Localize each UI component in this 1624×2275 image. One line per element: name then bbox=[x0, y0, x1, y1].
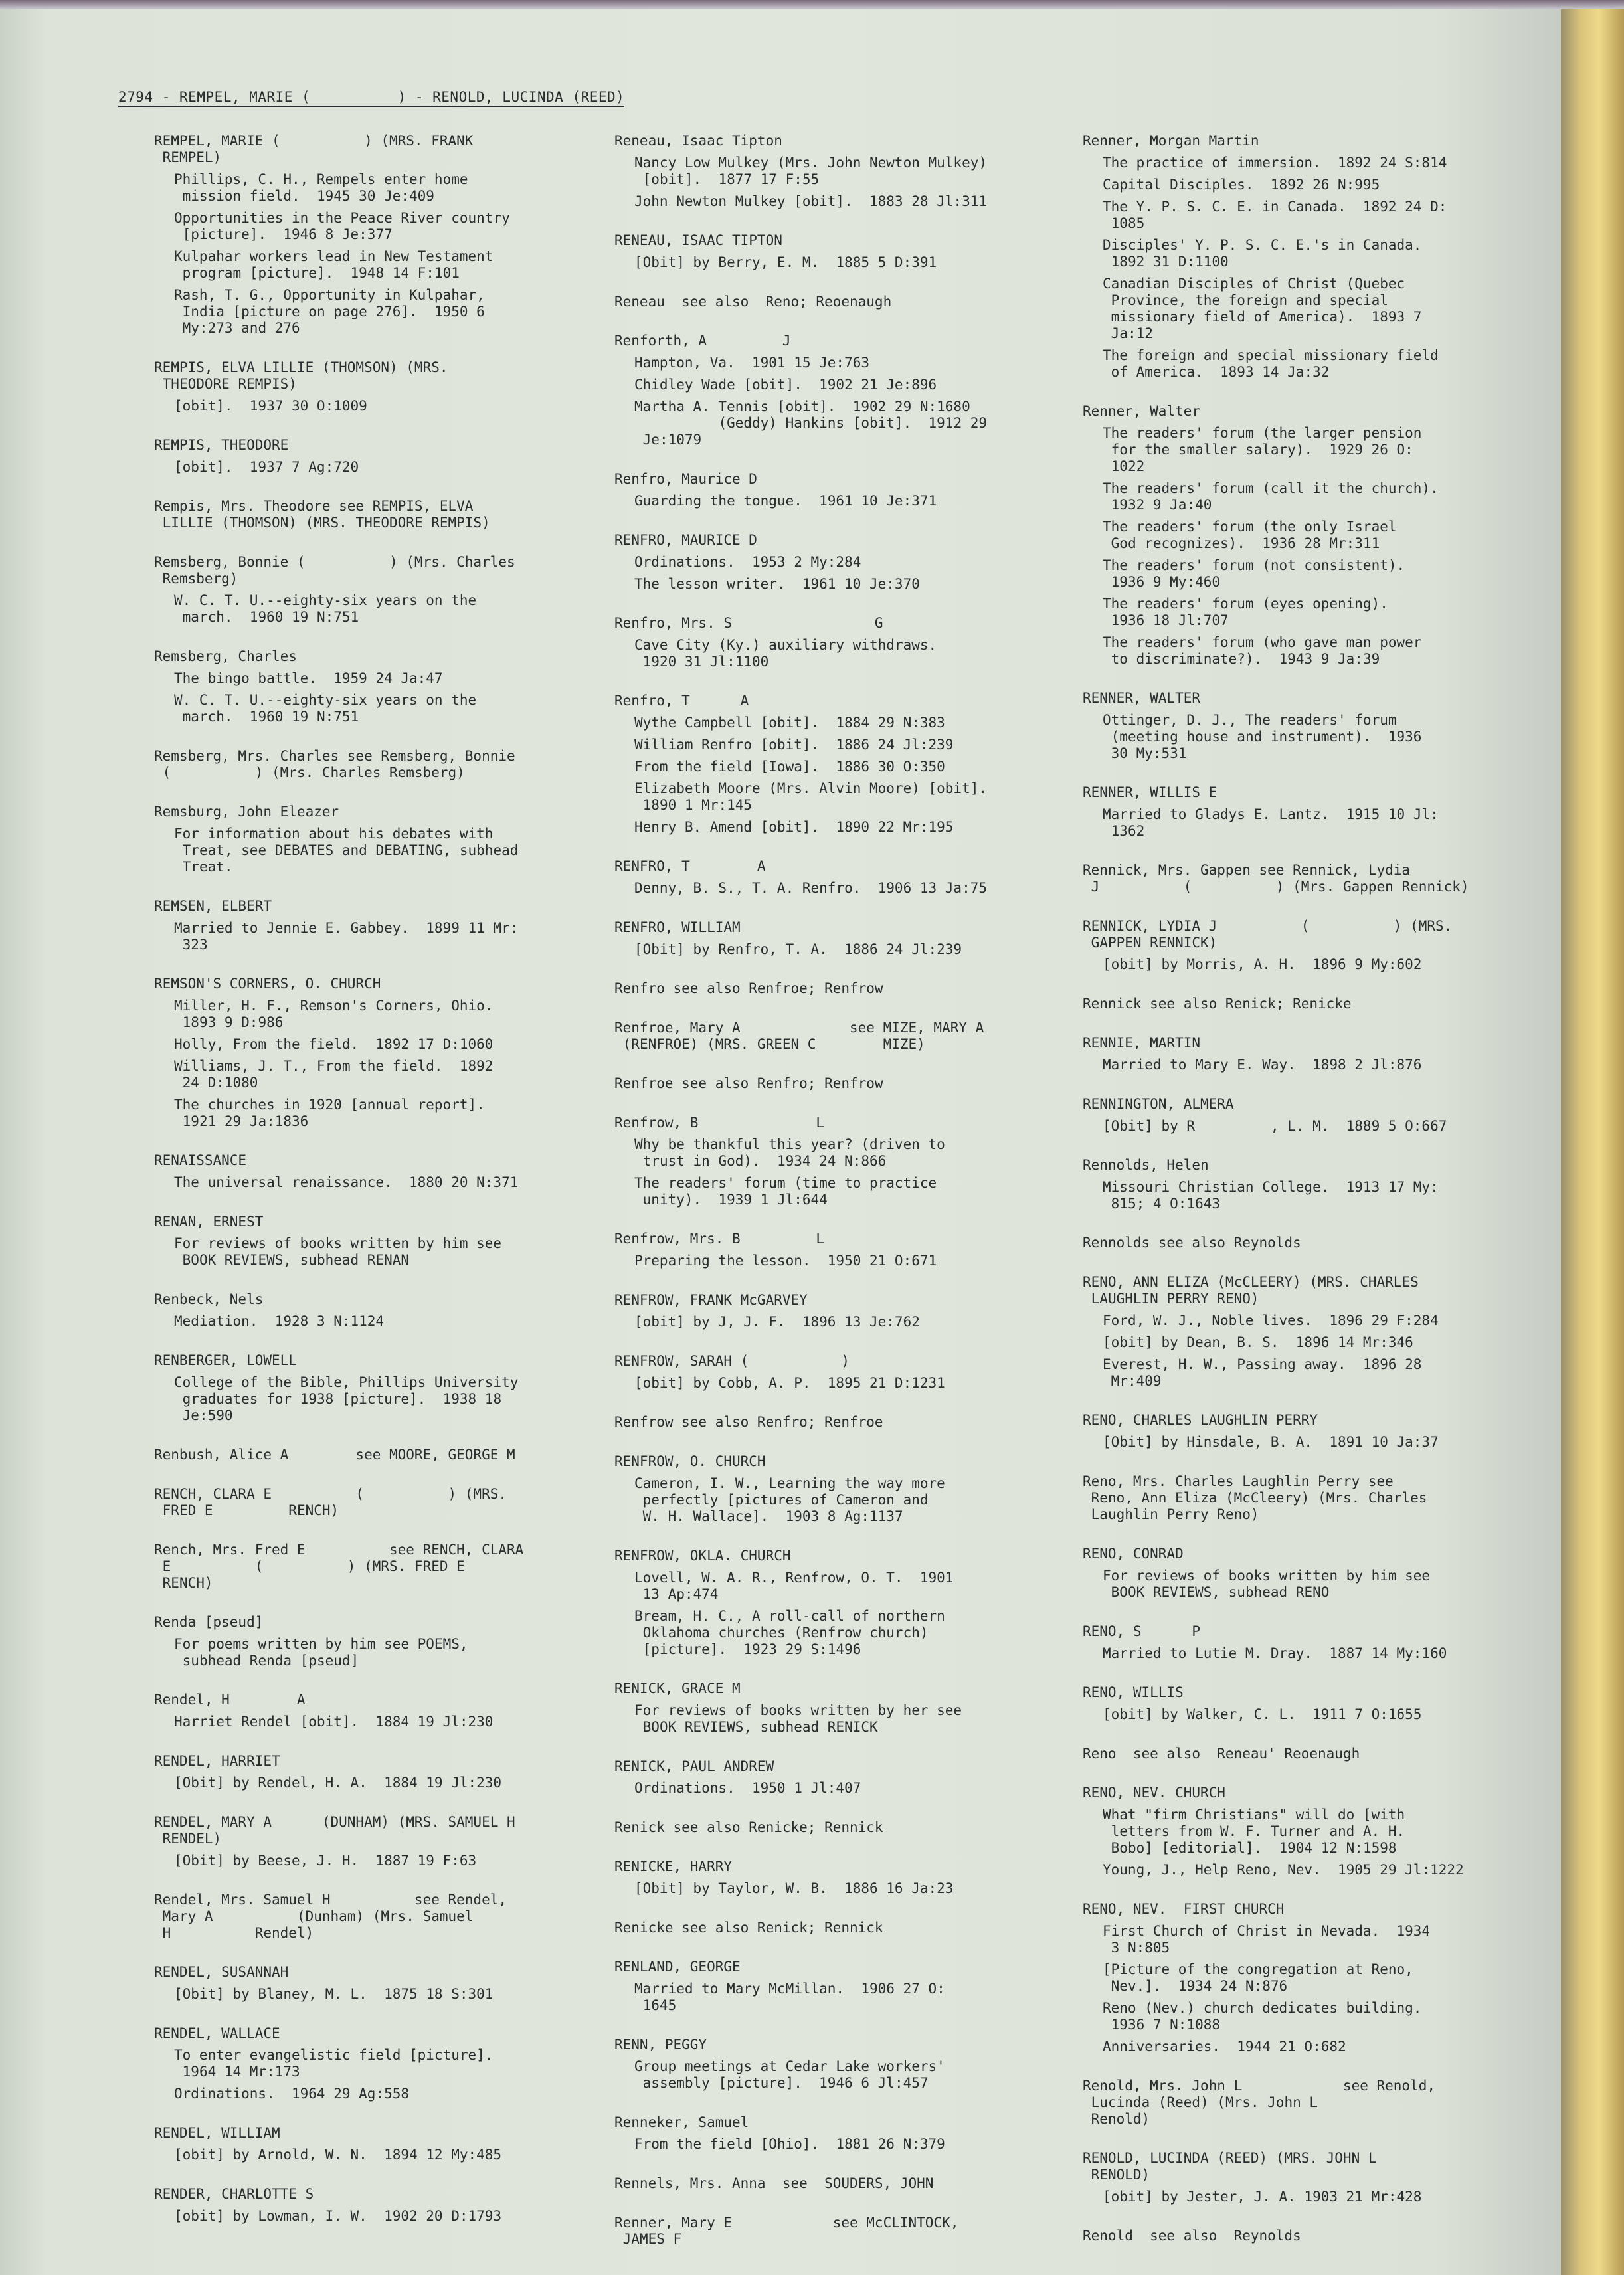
entry-citation: [Obit] by Taylor, W. B. 1886 16 Ja:23 bbox=[634, 1880, 954, 1896]
entry-heading: Rendel, H A bbox=[154, 1692, 306, 1708]
index-entry bbox=[614, 1819, 1066, 1836]
entry-citation: Williams, J. T., From the field. 1892 24 D:1080 bbox=[174, 1058, 494, 1091]
entry-heading: Rennick see also Renick; Renicke bbox=[1083, 996, 1352, 1012]
entry-citation: Hampton, Va. 1901 15 Je:763 bbox=[634, 355, 870, 371]
entry-citation: Cave City (Ky.) auxiliary withdraws. 1920 31 Jl:1100 bbox=[634, 637, 937, 670]
entry-heading: Renda [pseud] bbox=[154, 1614, 264, 1630]
page-top-edge bbox=[0, 0, 1624, 9]
entry-heading: RENAISSANCE bbox=[154, 1152, 247, 1168]
index-entry bbox=[614, 232, 1066, 271]
entry-citation: Bream, H. C., A roll-call of northern Oklahoma churches (Renfrow church) [picture]. 1923 29 S:1496 bbox=[634, 1608, 945, 1657]
entry-heading: Reneau, Isaac Tipton bbox=[614, 133, 782, 149]
entry-citation: Reno (Nev.) church dedicates building. 1936 7 N:1088 bbox=[1103, 2000, 1422, 2033]
entry-citation: W. C. T. U.--eighty-six years on the march. 1960 19 N:751 bbox=[174, 592, 477, 625]
entry-heading: Remsberg, Charles bbox=[154, 648, 297, 664]
entry-heading: Remsburg, John Eleazer bbox=[154, 804, 339, 820]
entry-citation: The practice of immersion. 1892 24 S:814 bbox=[1103, 155, 1447, 171]
index-entry bbox=[154, 437, 606, 476]
entry-heading: Renfrow, Mrs. B L bbox=[614, 1231, 825, 1247]
entry-citation: Married to Lutie M. Dray. 1887 14 My:160 bbox=[1103, 1645, 1447, 1661]
entry-citation: Elizabeth Moore (Mrs. Alvin Moore) [obit]. 1890 1 Mr:145 bbox=[634, 780, 988, 813]
entry-citation: [obit]. 1937 7 Ag:720 bbox=[174, 459, 359, 475]
entry-heading: Renfro, T A bbox=[614, 693, 749, 709]
entry-citation: [obit] by J, J. F. 1896 13 Je:762 bbox=[634, 1314, 920, 1330]
entry-heading: Rennolds see also Reynolds bbox=[1083, 1235, 1301, 1251]
entry-citation: Married to Mary E. Way. 1898 2 Jl:876 bbox=[1103, 1057, 1422, 1073]
entry-heading: RENAN, ERNEST bbox=[154, 1214, 264, 1229]
entry-heading: Renbeck, Nels bbox=[154, 1291, 264, 1307]
entry-citation: College of the Bible, Phillips University graduates for 1938 [picture]. 1938 18 Je:590 bbox=[174, 1374, 519, 1423]
index-entry bbox=[1083, 2228, 1548, 2244]
index-entry bbox=[154, 1814, 606, 1869]
index-entry bbox=[614, 1758, 1066, 1797]
index-entry bbox=[1083, 2078, 1548, 2128]
entry-citation: Ordinations. 1964 29 Ag:558 bbox=[174, 2086, 410, 2102]
entry-heading: Renner, Walter bbox=[1083, 403, 1201, 419]
entry-heading: Reneau see also Reno; Reoenaugh bbox=[614, 294, 892, 310]
index-entry bbox=[154, 1291, 606, 1330]
entry-heading: Renick see also Renicke; Rennick bbox=[614, 1819, 883, 1835]
index-entry bbox=[1083, 1157, 1548, 1212]
entry-citation: Canadian Disciples of Christ (Quebec Province, the foreign and special missionary field of America). 1893 7 Ja:12 bbox=[1103, 276, 1422, 341]
entry-citation: Harriet Rendel [obit]. 1884 19 Jl:230 bbox=[174, 1714, 494, 1730]
entry-citation: [obit] by Lowman, I. W. 1902 20 D:1793 bbox=[174, 2208, 502, 2224]
index-entry bbox=[1083, 862, 1548, 895]
index-entry bbox=[1083, 918, 1548, 973]
entry-citation: Group meetings at Cedar Lake workers' assembly [picture]. 1946 6 Jl:457 bbox=[634, 2058, 945, 2091]
entry-citation: [Obit] by Hinsdale, B. A. 1891 10 Ja:37 bbox=[1103, 1434, 1439, 1450]
entry-heading: Rempis, Mrs. Theodore see REMPIS, ELVA LILLIE (THOMSON) (MRS. THEODORE REMPIS) bbox=[154, 498, 490, 531]
entry-heading: Rennels, Mrs. Anna see SOUDERS, JOHN bbox=[614, 2175, 934, 2191]
entry-citation: First Church of Christ in Nevada. 1934 3 N:805 bbox=[1103, 1923, 1431, 1956]
index-entry bbox=[614, 2215, 1066, 2248]
entry-citation: W. C. T. U.--eighty-six years on the march. 1960 19 N:751 bbox=[174, 692, 477, 725]
entry-heading: RENO, NEV. FIRST CHURCH bbox=[1083, 1901, 1285, 1917]
entry-citation: Holly, From the field. 1892 17 D:1060 bbox=[174, 1036, 494, 1052]
entry-heading: REMPIS, THEODORE bbox=[154, 437, 289, 453]
index-entry bbox=[614, 919, 1066, 958]
entry-citation: Married to Jennie E. Gabbey. 1899 11 Mr: 323 bbox=[174, 920, 519, 953]
index-entry bbox=[1083, 996, 1548, 1012]
entry-citation: [obit] by Morris, A. H. 1896 9 My:602 bbox=[1103, 956, 1422, 972]
entry-heading: RENFRO, T A bbox=[614, 858, 766, 874]
entry-citation: [obit] by Jester, J. A. 1903 21 Mr:428 bbox=[1103, 2189, 1422, 2205]
index-entry bbox=[1083, 133, 1548, 381]
entry-heading: RENICKE, HARRY bbox=[614, 1859, 733, 1874]
index-entry bbox=[154, 133, 606, 337]
entry-citation: The readers' forum (time to practice unity). 1939 1 Jl:644 bbox=[634, 1175, 937, 1208]
index-entry bbox=[614, 1353, 1066, 1392]
index-entry bbox=[154, 1692, 606, 1730]
entry-citation: Missouri Christian College. 1913 17 My: 815; 4 O:1643 bbox=[1103, 1179, 1439, 1212]
entry-citation: For poems written by him see POEMS, subhead Renda [pseud] bbox=[174, 1636, 468, 1669]
index-entry bbox=[1083, 1274, 1548, 1390]
index-entry bbox=[614, 1020, 1066, 1053]
entry-heading: RENNICK, LYDIA J ( ) (MRS. GAPPEN RENNICK) bbox=[1083, 918, 1453, 951]
entry-heading: RENO, NEV. CHURCH bbox=[1083, 1785, 1225, 1801]
entry-citation: [Obit] by Renfro, T. A. 1886 24 Jl:239 bbox=[634, 941, 962, 957]
entry-heading: Renold see also Reynolds bbox=[1083, 2228, 1301, 2244]
entry-citation: [Picture of the congregation at Reno, Nev.]. 1934 24 N:876 bbox=[1103, 1961, 1413, 1994]
entry-heading: Renner, Mary E see McCLINTOCK, JAMES F bbox=[614, 2215, 959, 2247]
entry-citation: Mediation. 1928 3 N:1124 bbox=[174, 1313, 385, 1329]
entry-citation: What "firm Christians" will do [with letters from W. F. Turner and A. H. Bobo] [editorial]. 1904 12 N:1598 bbox=[1103, 1807, 1405, 1856]
entry-citation: Kulpahar workers lead in New Testament program [picture]. 1948 14 F:101 bbox=[174, 248, 494, 281]
entry-heading: RENDER, CHARLOTTE S bbox=[154, 2186, 314, 2202]
index-entry bbox=[614, 1115, 1066, 1208]
index-entry bbox=[614, 1548, 1066, 1658]
entry-citation: Chidley Wade [obit]. 1902 21 Je:896 bbox=[634, 377, 937, 393]
index-entry bbox=[614, 2175, 1066, 2192]
entry-citation: Young, J., Help Reno, Nev. 1905 29 Jl:1222 bbox=[1103, 1862, 1464, 1878]
entry-citation: Opportunities in the Peace River country [picture]. 1946 8 Je:377 bbox=[174, 210, 510, 242]
index-entry bbox=[1083, 1096, 1548, 1135]
entry-heading: RENO, S P bbox=[1083, 1623, 1201, 1639]
index-entry bbox=[1083, 1546, 1548, 1601]
entry-citation: Rash, T. G., Opportunity in Kulpahar, India [picture on page 276]. 1950 6 My:273 and 276 bbox=[174, 287, 485, 336]
entry-citation: [obit] by Arnold, W. N. 1894 12 My:485 bbox=[174, 2147, 502, 2163]
entry-heading: RENDEL, WALLACE bbox=[154, 2025, 280, 2041]
index-entry bbox=[154, 2186, 606, 2225]
entry-heading: Renneker, Samuel bbox=[614, 2114, 749, 2130]
entry-heading: Renner, Morgan Martin bbox=[1083, 133, 1259, 149]
entry-citation: [obit] by Dean, B. S. 1896 14 Mr:346 bbox=[1103, 1334, 1413, 1350]
entry-citation: [obit]. 1937 30 O:1009 bbox=[174, 398, 367, 414]
entry-citation: Why be thankful this year? (driven to trust in God). 1934 24 N:866 bbox=[634, 1137, 945, 1169]
index-entry bbox=[154, 498, 606, 531]
entry-citation: The universal renaissance. 1880 20 N:371 bbox=[174, 1174, 519, 1190]
index-entry bbox=[1083, 1473, 1548, 1523]
index-entry bbox=[154, 2125, 606, 2163]
index-entry bbox=[614, 858, 1066, 897]
index-entry bbox=[154, 804, 606, 875]
index-entry bbox=[1083, 403, 1548, 668]
entry-citation: Preparing the lesson. 1950 21 O:671 bbox=[634, 1253, 937, 1269]
entry-heading: Rennick, Mrs. Gappen see Rennick, Lydia J ( ) (Mrs. Gappen Rennick) bbox=[1083, 862, 1469, 895]
entry-heading: RENNINGTON, ALMERA bbox=[1083, 1096, 1234, 1112]
entry-citation: The readers' forum (the larger pension for the smaller salary). 1929 26 O: 1022 bbox=[1103, 425, 1422, 474]
entry-heading: Rench, Mrs. Fred E see RENCH, CLARA E ( ) (MRS. FRED E RENCH) bbox=[154, 1542, 524, 1591]
entry-citation: Ford, W. J., Noble lives. 1896 29 F:284 bbox=[1103, 1313, 1439, 1328]
entry-heading: RENO, ANN ELIZA (McCLEERY) (MRS. CHARLES LAUGHLIN PERRY RENO) bbox=[1083, 1274, 1419, 1307]
index-entry bbox=[1083, 1412, 1548, 1451]
entry-heading: Renfrow see also Renfro; Renfroe bbox=[614, 1414, 883, 1430]
entry-citation: Guarding the tongue. 1961 10 Je:371 bbox=[634, 493, 937, 509]
index-entry bbox=[614, 1414, 1066, 1431]
index-entry bbox=[1083, 2150, 1548, 2205]
entry-citation: [Obit] by R , L. M. 1889 5 O:667 bbox=[1103, 1118, 1447, 1134]
index-entry bbox=[154, 1214, 606, 1269]
index-entry bbox=[154, 1614, 606, 1669]
entry-citation: The readers' forum (call it the church). 1932 9 Ja:40 bbox=[1103, 480, 1439, 513]
entry-citation: John Newton Mulkey [obit]. 1883 28 Jl:311 bbox=[634, 193, 988, 209]
index-entry bbox=[614, 532, 1066, 592]
entry-citation: Ordinations. 1953 2 My:284 bbox=[634, 554, 861, 570]
entry-citation: The lesson writer. 1961 10 Je:370 bbox=[634, 576, 920, 592]
entry-citation: The bingo battle. 1959 24 Ja:47 bbox=[174, 670, 443, 686]
index-entry bbox=[154, 1447, 606, 1463]
entry-heading: RENEAU, ISAAC TIPTON bbox=[614, 232, 782, 248]
entry-citation: From the field [Ohio]. 1881 26 N:379 bbox=[634, 2136, 945, 2152]
index-entry bbox=[154, 898, 606, 953]
index-entry bbox=[614, 693, 1066, 836]
entry-heading: RENDEL, HARRIET bbox=[154, 1753, 280, 1769]
entry-heading: Rennolds, Helen bbox=[1083, 1157, 1209, 1173]
entry-citation: Anniversaries. 1944 21 O:682 bbox=[1103, 2039, 1346, 2054]
entry-citation: Wythe Campbell [obit]. 1884 29 N:383 bbox=[634, 715, 945, 731]
entry-heading: RENO, WILLIS bbox=[1083, 1684, 1184, 1700]
entry-citation: For reviews of books written by him see BOOK REVIEWS, subhead RENAN bbox=[174, 1235, 502, 1268]
entry-heading: RENFROW, O. CHURCH bbox=[614, 1453, 766, 1469]
index-entry bbox=[614, 615, 1066, 670]
entry-heading: RENOLD, LUCINDA (REED) (MRS. JOHN L RENOLD) bbox=[1083, 2150, 1377, 2183]
entry-heading: REMSON'S CORNERS, O. CHURCH bbox=[154, 976, 381, 992]
index-entry bbox=[154, 1964, 606, 2003]
entry-heading: RENO, CONRAD bbox=[1083, 1546, 1184, 1562]
entry-citation: Denny, B. S., T. A. Renfro. 1906 13 Ja:75 bbox=[634, 880, 988, 896]
entry-citation: Married to Mary McMillan. 1906 27 O: 1645 bbox=[634, 1981, 945, 2013]
entry-heading: Renicke see also Renick; Rennick bbox=[614, 1920, 883, 1936]
entry-heading: RENDEL, MARY A (DUNHAM) (MRS. SAMUEL H RENDEL) bbox=[154, 1814, 515, 1847]
entry-heading: RENLAND, GEORGE bbox=[614, 1959, 741, 1975]
entry-citation: Everest, H. W., Passing away. 1896 28 Mr:409 bbox=[1103, 1356, 1422, 1389]
index-column-3 bbox=[1083, 133, 1548, 2267]
index-entry bbox=[1083, 1623, 1548, 1662]
entry-citation: Married to Gladys E. Lantz. 1915 10 Jl: 1362 bbox=[1103, 806, 1439, 839]
page-header: 2794 - REMPEL, MARIE ( ) - RENOLD, LUCINDA (REED) bbox=[118, 89, 624, 107]
entry-heading: Renfroe, Mary A see MIZE, MARY A (RENFROE) (MRS. GREEN C MIZE) bbox=[614, 1020, 984, 1052]
entry-citation: The readers' forum (not consistent). 1936 9 My:460 bbox=[1103, 557, 1405, 590]
entry-heading: RENFROW, SARAH ( ) bbox=[614, 1353, 850, 1369]
entry-heading: RENICK, GRACE M bbox=[614, 1681, 741, 1696]
entry-heading: Renbush, Alice A see MOORE, GEORGE M bbox=[154, 1447, 515, 1463]
index-entry bbox=[614, 133, 1066, 210]
entry-citation: The foreign and special missionary field of America. 1893 14 Ja:32 bbox=[1103, 347, 1439, 380]
entry-heading: RENBERGER, LOWELL bbox=[154, 1352, 297, 1368]
entry-heading: Remsberg, Bonnie ( ) (Mrs. Charles Remsberg) bbox=[154, 554, 515, 587]
index-entry bbox=[614, 1231, 1066, 1269]
index-entry bbox=[614, 1681, 1066, 1736]
entry-citation: [obit] by Cobb, A. P. 1895 21 D:1231 bbox=[634, 1375, 945, 1391]
index-entry bbox=[614, 1453, 1066, 1525]
entry-heading: RENNER, WILLIS E bbox=[1083, 784, 1218, 800]
entry-citation: The readers' forum (eyes opening). 1936 18 Jl:707 bbox=[1103, 596, 1388, 628]
entry-heading: RENICK, PAUL ANDREW bbox=[614, 1758, 774, 1774]
index-entry bbox=[154, 359, 606, 414]
entry-heading: Renold, Mrs. John L see Renold, Lucinda (Reed) (Mrs. John L Renold) bbox=[1083, 2078, 1436, 2127]
entry-citation: [Obit] by Beese, J. H. 1887 19 F:63 bbox=[174, 1853, 477, 1868]
index-entry bbox=[614, 1920, 1066, 1936]
entry-citation: Ordinations. 1950 1 Jl:407 bbox=[634, 1780, 861, 1796]
entry-citation: [Obit] by Blaney, M. L. 1875 18 S:301 bbox=[174, 1986, 494, 2002]
index-column-1 bbox=[154, 133, 606, 2247]
entry-citation: [obit] by Walker, C. L. 1911 7 O:1655 bbox=[1103, 1706, 1422, 1722]
entry-citation: For information about his debates with Treat, see DEBATES and DEBATING, subhead Treat. bbox=[174, 826, 519, 875]
index-entry bbox=[154, 554, 606, 626]
entry-citation: The readers' forum (the only Israel God recognizes). 1936 28 Mr:311 bbox=[1103, 519, 1397, 551]
entry-heading: Renfroe see also Renfro; Renfrow bbox=[614, 1075, 883, 1091]
entry-citation: [Obit] by Rendel, H. A. 1884 19 Jl:230 bbox=[174, 1775, 502, 1791]
entry-citation: From the field [Iowa]. 1886 30 O:350 bbox=[634, 759, 945, 774]
entry-heading: REMSEN, ELBERT bbox=[154, 898, 272, 914]
index-entry bbox=[1083, 1901, 1548, 2055]
entry-heading: REMPEL, MARIE ( ) (MRS. FRANK REMPEL) bbox=[154, 133, 474, 165]
entry-heading: RENFRO, WILLIAM bbox=[614, 919, 741, 935]
index-entry bbox=[614, 980, 1066, 997]
index-entry bbox=[1083, 690, 1548, 762]
entry-heading: Reno see also Reneau' Reoenaugh bbox=[1083, 1746, 1360, 1762]
book-gutter bbox=[1561, 0, 1624, 2275]
entry-citation: Phillips, C. H., Rempels enter home mission field. 1945 30 Je:409 bbox=[174, 171, 468, 204]
index-entry bbox=[614, 2037, 1066, 2092]
index-entry bbox=[154, 1753, 606, 1791]
index-entry bbox=[1083, 784, 1548, 840]
entry-citation: The Y. P. S. C. E. in Canada. 1892 24 D: 1085 bbox=[1103, 199, 1447, 231]
index-entry bbox=[614, 1959, 1066, 2014]
entry-citation: For reviews of books written by her see BOOK REVIEWS, subhead RENICK bbox=[634, 1702, 962, 1735]
index-entry bbox=[154, 1486, 606, 1519]
entry-heading: RENNER, WALTER bbox=[1083, 690, 1201, 706]
entry-citation: Lovell, W. A. R., Renfrow, O. T. 1901 13 Ap:474 bbox=[634, 1570, 954, 1602]
entry-citation: Ottinger, D. J., The readers' forum (meeting house and instrument). 1936 30 My:531 bbox=[1103, 712, 1422, 761]
entry-heading: RENFRO, MAURICE D bbox=[614, 532, 757, 548]
entry-citation: Nancy Low Mulkey (Mrs. John Newton Mulkey) [obit]. 1877 17 F:55 bbox=[634, 155, 988, 187]
entry-heading: REMPIS, ELVA LILLIE (THOMSON) (MRS. THEODORE REMPIS) bbox=[154, 359, 448, 392]
entry-heading: Renforth, A J bbox=[614, 333, 791, 349]
index-entry bbox=[154, 748, 606, 781]
entry-heading: Renfro, Maurice D bbox=[614, 471, 757, 487]
index-entry bbox=[1083, 1235, 1548, 1251]
index-entry bbox=[154, 1892, 606, 1942]
index-entry bbox=[154, 1542, 606, 1592]
index-entry bbox=[154, 648, 606, 725]
index-entry bbox=[1083, 1035, 1548, 1073]
index-entry bbox=[614, 1859, 1066, 1897]
index-entry bbox=[154, 1352, 606, 1424]
index-entry bbox=[154, 1152, 606, 1191]
entry-citation: [Obit] by Berry, E. M. 1885 5 D:391 bbox=[634, 254, 937, 270]
index-entry bbox=[1083, 1746, 1548, 1762]
entry-heading: RENO, CHARLES LAUGHLIN PERRY bbox=[1083, 1412, 1318, 1428]
entry-heading: RENDEL, WILLIAM bbox=[154, 2125, 280, 2141]
index-entry bbox=[1083, 1785, 1548, 1878]
index-entry bbox=[614, 294, 1066, 310]
index-column-2 bbox=[614, 133, 1066, 2270]
entry-citation: Cameron, I. W., Learning the way more perfectly [pictures of Cameron and W. H. Wallace]. 1903 8 Ag:1137 bbox=[634, 1475, 945, 1524]
entry-citation: The readers' forum (who gave man power to discriminate?). 1943 9 Ja:39 bbox=[1103, 634, 1422, 667]
entry-citation: Henry B. Amend [obit]. 1890 22 Mr:195 bbox=[634, 819, 954, 835]
entry-citation: William Renfro [obit]. 1886 24 Jl:239 bbox=[634, 737, 954, 753]
entry-citation: The churches in 1920 [annual report]. 1921 29 Ja:1836 bbox=[174, 1097, 485, 1129]
entry-citation: Capital Disciples. 1892 26 N:995 bbox=[1103, 177, 1380, 193]
index-entry bbox=[614, 1292, 1066, 1330]
entry-citation: Miller, H. F., Remson's Corners, Ohio. 1893 9 D:986 bbox=[174, 998, 494, 1030]
entry-heading: RENDEL, SUSANNAH bbox=[154, 1964, 289, 1980]
entry-heading: Renfrow, B L bbox=[614, 1115, 825, 1131]
entry-heading: Reno, Mrs. Charles Laughlin Perry see Reno, Ann Eliza (McCleery) (Mrs. Charles Laughlin Perry Reno) bbox=[1083, 1473, 1427, 1522]
entry-heading: Rendel, Mrs. Samuel H see Rendel, Mary A (Dunham) (Mrs. Samuel H Rendel) bbox=[154, 1892, 507, 1941]
index-entry bbox=[614, 333, 1066, 448]
entry-heading: RENCH, CLARA E ( ) (MRS. FRED E RENCH) bbox=[154, 1486, 507, 1518]
entry-heading: RENFROW, OKLA. CHURCH bbox=[614, 1548, 791, 1564]
entry-citation: For reviews of books written by him see BOOK REVIEWS, subhead RENO bbox=[1103, 1568, 1431, 1600]
entry-heading: RENN, PEGGY bbox=[614, 2037, 707, 2052]
entry-citation: To enter evangelistic field [picture]. 1964 14 Mr:173 bbox=[174, 2047, 494, 2080]
index-entry bbox=[614, 471, 1066, 509]
entry-heading: RENNIE, MARTIN bbox=[1083, 1035, 1201, 1051]
index-entry bbox=[154, 976, 606, 1130]
entry-citation: Martha A. Tennis [obit]. 1902 29 N:1680 (Geddy) Hankins [obit]. 1912 29 Je:1079 bbox=[634, 399, 988, 448]
entry-heading: Renfro, Mrs. S G bbox=[614, 615, 883, 631]
index-entry bbox=[614, 2114, 1066, 2153]
index-entry bbox=[1083, 1684, 1548, 1723]
index-entry bbox=[614, 1075, 1066, 1092]
entry-citation: Disciples' Y. P. S. C. E.'s in Canada. 1892 31 D:1100 bbox=[1103, 237, 1422, 270]
entry-heading: Renfro see also Renfroe; Renfrow bbox=[614, 980, 883, 996]
entry-heading: Remsberg, Mrs. Charles see Remsberg, Bonnie ( ) (Mrs. Charles Remsberg) bbox=[154, 748, 515, 780]
index-entry bbox=[154, 2025, 606, 2102]
entry-heading: RENFROW, FRANK McGARVEY bbox=[614, 1292, 808, 1308]
